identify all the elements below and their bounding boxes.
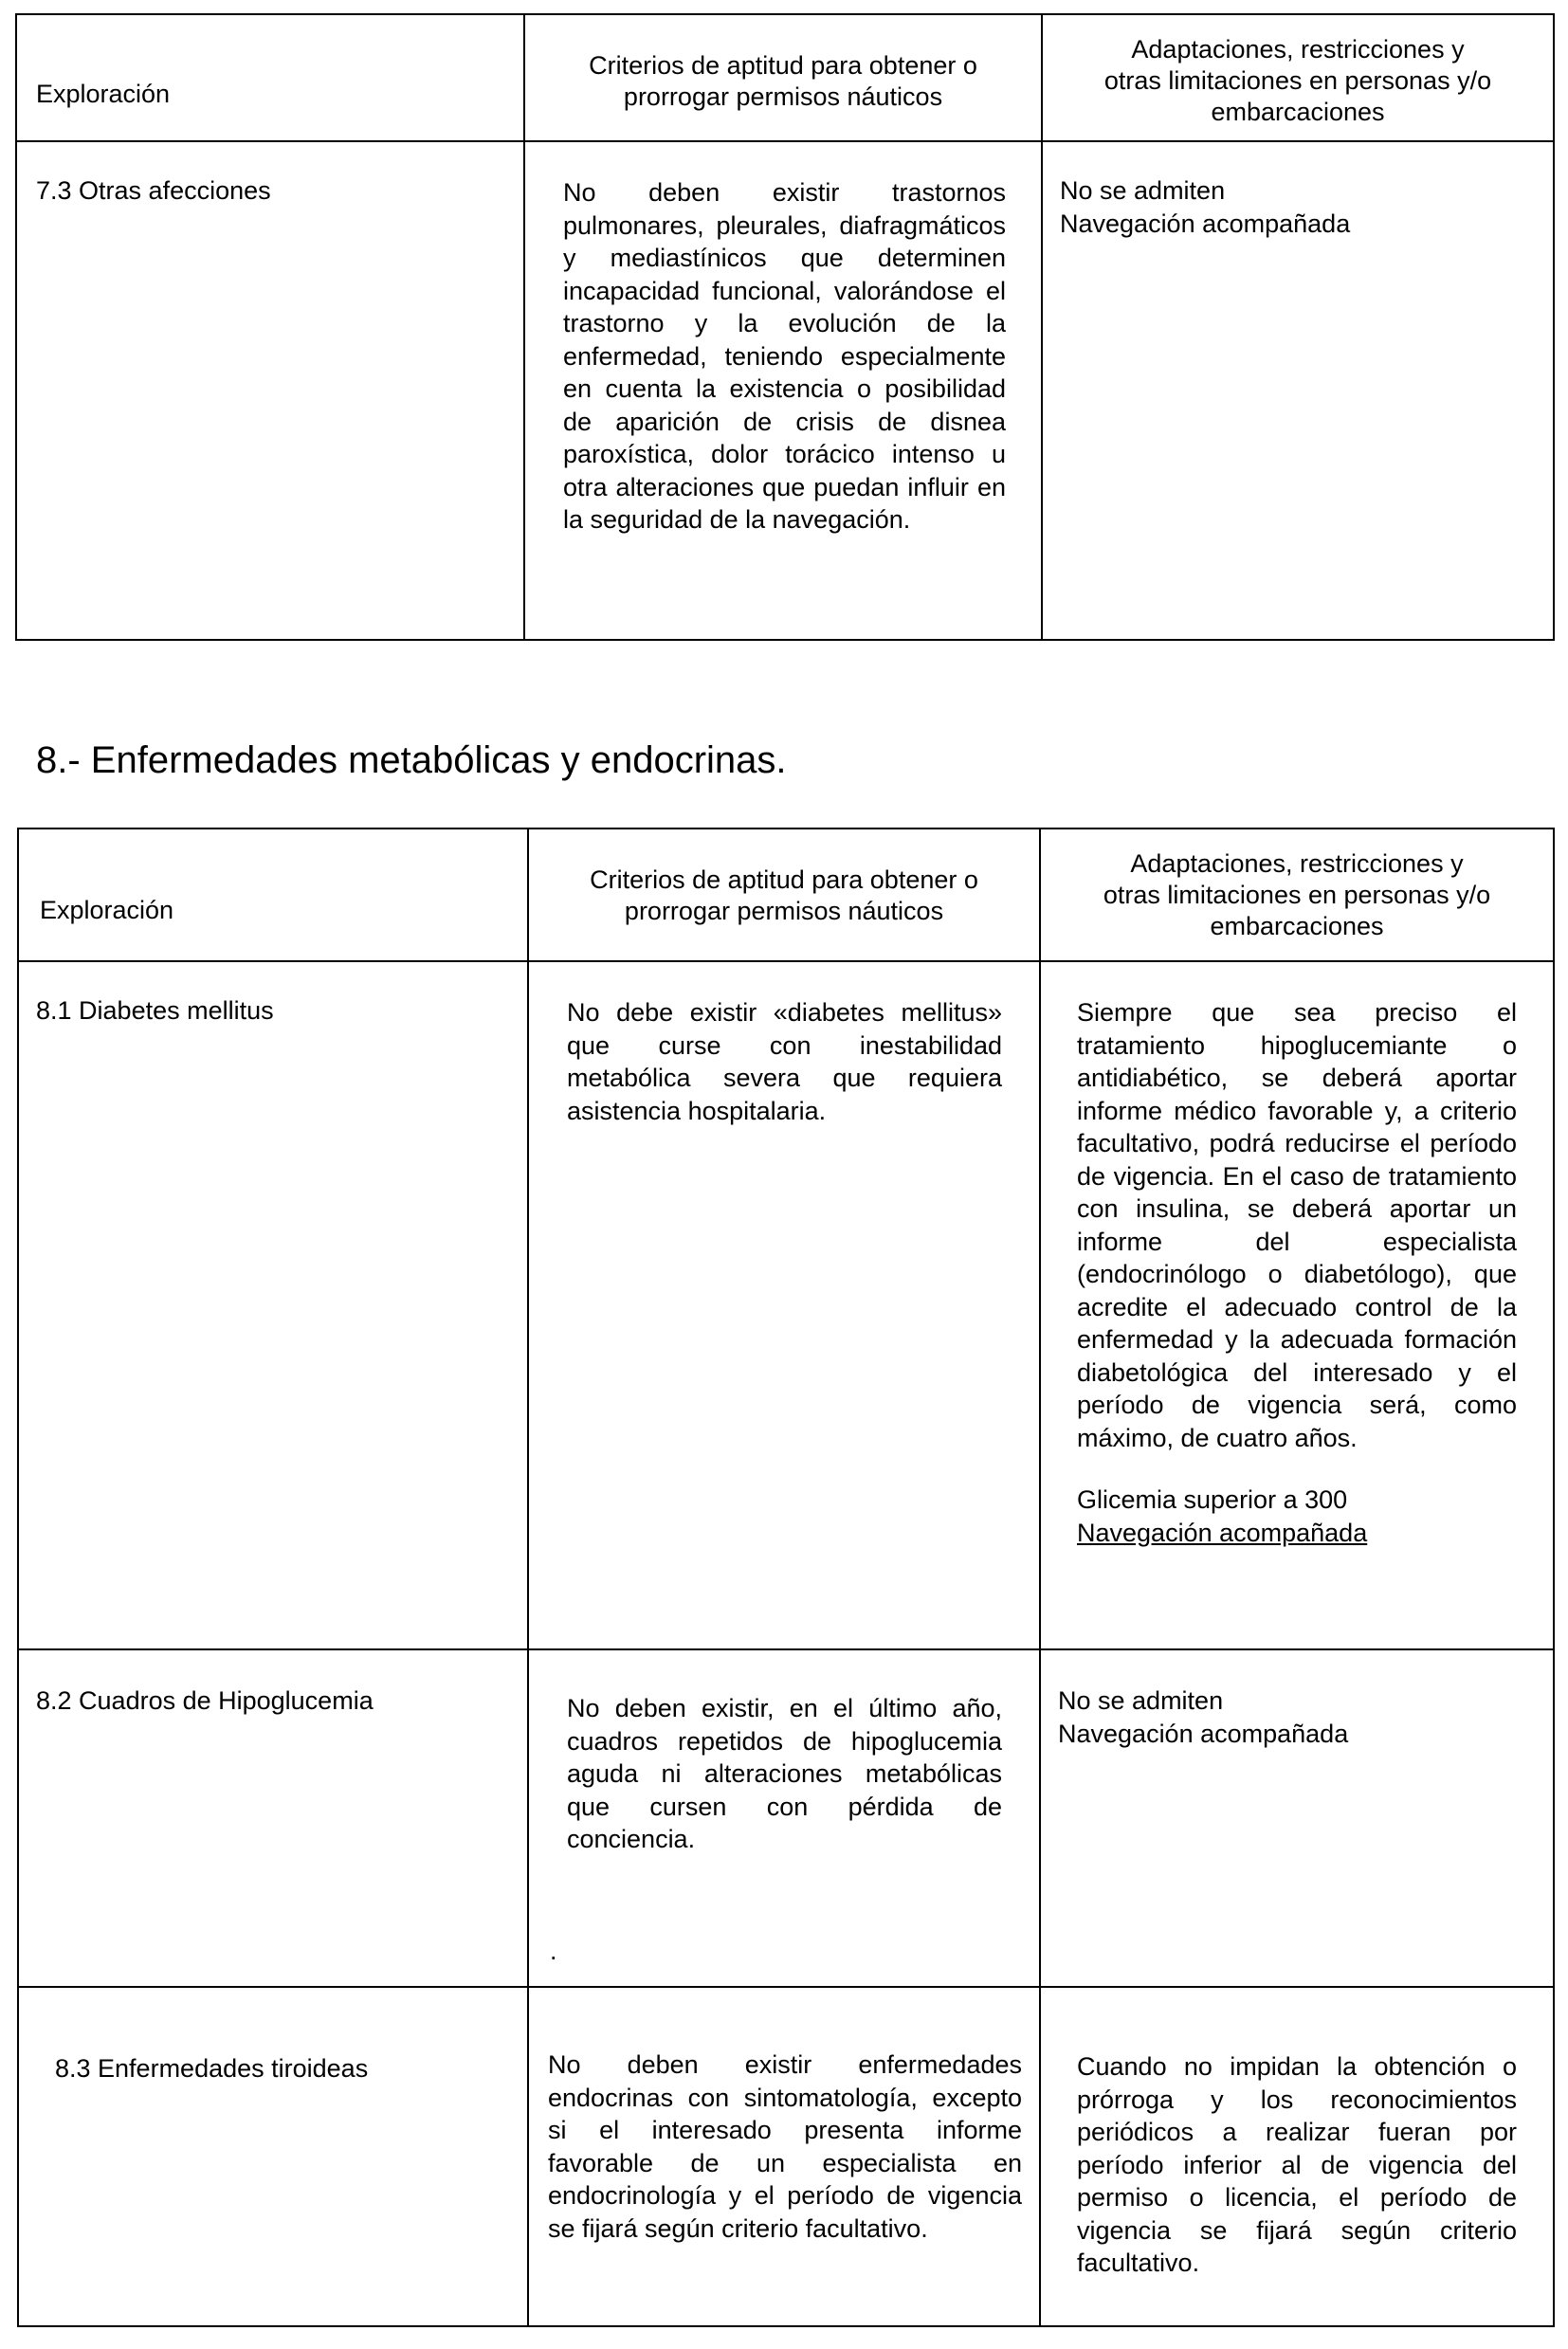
cell-exploracion (18, 1649, 528, 1987)
row-8-2-adaptaciones (1058, 1684, 1553, 1750)
header-exploracion (16, 14, 524, 141)
header-adaptaciones-line: otras limitaciones en personas y/o (1103, 881, 1491, 909)
table-7 (15, 13, 1555, 641)
header-adaptaciones-label (1041, 848, 1553, 942)
row-8-1-adaptaciones (1077, 996, 1517, 1549)
cell-criterios (528, 961, 1040, 1649)
header-criterios (528, 829, 1040, 961)
cell-adaptaciones (1040, 1649, 1554, 1987)
adaptacion-line-underlined: Navegación acompañada (1077, 1518, 1368, 1547)
adaptacion-line: Navegación acompañada (1060, 209, 1351, 238)
table-row (16, 141, 1554, 640)
header-criterios-line: Criterios de aptitud para obtener o (589, 51, 977, 80)
table-8 (17, 828, 1555, 2327)
header-exploracion (18, 829, 528, 961)
adaptacion-line: Glicemia superior a 300 (1077, 1485, 1348, 1514)
cell-criterios (524, 141, 1042, 640)
header-adaptaciones (1040, 829, 1554, 961)
header-exploracion-label: Exploración (36, 80, 171, 108)
row-8-3-adaptaciones: Cuando no impidan la obtención o prórroga y los reconocimientos periódicos a realizar fueran por período inferior al de vigencia del permiso o licencia, el período de vigencia se fijará según criterio facultativo. (1077, 2052, 1517, 2277)
row-8-3-exploracion: 8.3 Enfermedades tiroideas (55, 2054, 369, 2083)
table-row (18, 961, 1554, 1649)
adaptacion-line: No se admiten (1060, 176, 1226, 205)
row-7-3-adaptaciones (1060, 174, 1553, 240)
cell-exploracion (18, 961, 528, 1649)
header-exploracion-label: Exploración (40, 896, 174, 924)
row-8-1-criterios: No debe existir «diabetes mellitus» que curse con inestabilidad metabólica severa que requiera asistencia hospitalaria. (567, 998, 1002, 1125)
row-8-2-criterios: No deben existir, en el último año, cuadros repetidos de hipoglucemia aguda ni alteraciones metabólicas que cursen con pérdida de conciencia. (567, 1694, 1002, 1853)
cell-criterios (528, 1987, 1040, 2326)
row-8-2-exploracion: 8.2 Cuadros de Hipoglucemia (36, 1686, 374, 1715)
header-adaptaciones-line: otras limitaciones en personas y/o (1103, 66, 1492, 95)
header-adaptaciones (1042, 14, 1554, 141)
header-criterios (524, 14, 1042, 141)
row-8-2-dot: . (550, 1937, 557, 1965)
cell-adaptaciones (1040, 961, 1554, 1649)
row-7-3-criterios: No deben existir trastornos pulmonares, pleurales, diafragmáticos y mediastínicos que determinen incapacidad funcional, valorándose el trastorno y la evolución de la enfermedad, teniendo especialmente en cuenta la existencia o posibilidad de aparición de crisis de disnea paroxística, dolor torácico intenso u otra alteraciones que puedan influir en la seguridad de la navegación. (563, 178, 1006, 534)
cell-adaptaciones (1040, 1987, 1554, 2326)
header-criterios-line: prorrogar permisos náuticos (623, 82, 943, 111)
adaptacion-line: Navegación acompañada (1058, 1719, 1349, 1748)
cell-adaptaciones (1042, 141, 1554, 640)
cell-exploracion (16, 141, 524, 640)
header-criterios-line: Criterios de aptitud para obtener o (590, 865, 978, 894)
row-8-3-criterios: No deben existir enfermedades endocrinas con sintomatología, excepto si el interesado presenta informe favorable de un especialista en endocrinología y el período de vigencia se fijará según criterio facultativo. (548, 2050, 1022, 2243)
section-title: 8.- Enfermedades metabólicas y endocrinas. (36, 739, 787, 781)
header-criterios-label (529, 865, 1039, 927)
table-row (18, 1987, 1554, 2326)
row-7-3-exploracion: 7.3 Otras afecciones (36, 176, 271, 205)
table-row (18, 1649, 1554, 1987)
table-header-row (18, 829, 1554, 961)
header-adaptaciones-line: Adaptaciones, restricciones y (1130, 849, 1464, 878)
header-adaptaciones-line: embarcaciones (1211, 98, 1385, 126)
header-criterios-label (525, 50, 1041, 113)
row-8-1-exploracion: 8.1 Diabetes mellitus (36, 996, 274, 1025)
header-adaptaciones-label (1043, 34, 1553, 128)
adaptacion-paragraph: Siempre que sea preciso el tratamiento hipoglucemiante o antidiabético, se deberá aportar informe médico favorable y, a criterio facultativo, podrá reducirse el período de vigencia. En el caso de tratamiento con insulina, se deberá aportar un informe del especialista (endocrinólogo o diabetólogo), que acredite el adecuado control de la enfermedad y la adecuada formación diabetológica del interesado y el período de vigencia será, como máximo, de cuatro años. (1077, 998, 1517, 1452)
table-header-row (16, 14, 1554, 141)
cell-exploracion (18, 1987, 528, 2326)
header-adaptaciones-line: Adaptaciones, restricciones y (1131, 35, 1465, 64)
header-criterios-line: prorrogar permisos náuticos (624, 897, 944, 925)
adaptacion-line: No se admiten (1058, 1686, 1224, 1715)
cell-criterios (528, 1649, 1040, 1987)
header-adaptaciones-line: embarcaciones (1210, 912, 1384, 940)
